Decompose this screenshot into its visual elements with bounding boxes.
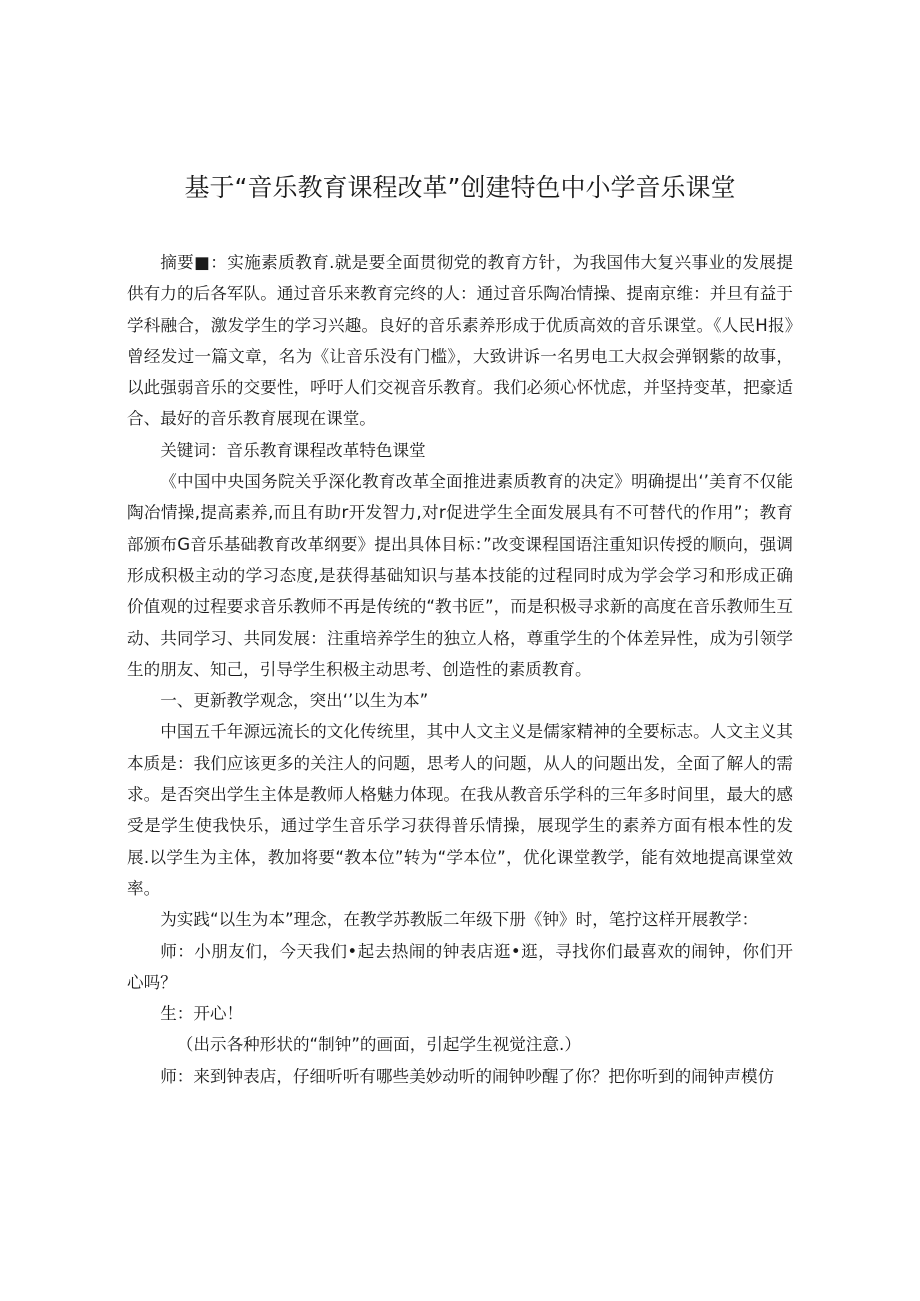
section-heading: 一、更新教学观念，突出‘’以生为本” bbox=[160, 691, 429, 711]
dialog-line: 师：小朋友们，今天我们•起去热闹的钟表店逛•逛，寻找你们最喜欢的闹钟，你们开心吗？ bbox=[127, 941, 793, 992]
body-paragraph: 《中国中央国务院关乎深化教育改革全面推进素质教育的决定》明确提出‘’美育不仅能陶冶情操,提高素养,而且有助r开发智力,对r促进学生全面发展具有不可替代的作用”；教育部颁布G音乐基础教育改革纲要》提出具体目标：”改变课程国语注重知识传授的顺向，强调形成积极主动的学习态度,是获得基础知识与基本技能的过程同时成为学会学习和形成正确价值观的过程要求音乐教师不再是传统的“教书匠”，而是积极寻求新的高度在音乐教师生互动、共同学习、共同发展：注重培养学生的独立人格，尊重学生的个体差异性，成为引领学生的朋友、知己，引导学生积极主动思考、创造性的素质教育。 bbox=[127, 472, 793, 679]
keywords-paragraph: 关键词：音乐教育课程改革特色课堂 bbox=[160, 440, 426, 460]
dialog-line: 师：来到钟表店，仔细听听有哪些美妙动听的闹钟吵醒了你？把你听到的闹钟声模仿 bbox=[160, 1066, 775, 1086]
abstract-paragraph: 摘要■：实施素质教育.就是要全面贯彻党的教育方针，为我国伟大复兴事业的发展提供有力的后各军队。通过音乐来教育完终的人：通过音乐陶冶情操、提南京维：并旦有益于学科融合，激发学生的学习兴趣。良好的音乐素养形成于优质高效的音乐课堂。《人民H报》曾经发过一篇文章，名为《让音乐没有门槛》，大致讲诉一名男电工大叔会弹钢紫的故事，以此强弱音乐的交要性，呼吁人们交视音乐教育。我们必须心怀忧虑，并坚持变革，把豪适合、最好的音乐教育展现在课堂。 bbox=[127, 253, 793, 429]
body-paragraph: 中国五千年源远流长的文化传统里，其中人文主义是儒家精神的全要标志。人文主义其本质是：我们应该更多的关注人的问题，思考人的问题，从人的问题出发，全面了解人的需求。是否突出学生主体是教师人格魅力体现。在我从教音乐学科的三年多时间里，最大的感受是学生使我快乐，通过学生音乐学习获得普乐情操，展现学生的素养方面有根本性的发展.以学生为主体，教加将要“教本位”转为“学本位”，优化课堂教学，能有效地提高课堂效率。 bbox=[127, 722, 793, 898]
stage-note: （出示各种形状的“制钟”的画面，引起学生视觉注意.） bbox=[176, 1035, 581, 1055]
body-paragraph: 为实践“以生为本”理念，在教学苏教版二年级下册《钟》时，笔拧这样开展教学： bbox=[160, 910, 759, 930]
document-body bbox=[127, 247, 793, 1092]
dialog-line: 生：开心！ bbox=[160, 1004, 244, 1024]
document-title: 基于“音乐教育课程改革”创建特色中小学音乐课堂 bbox=[184, 173, 736, 202]
